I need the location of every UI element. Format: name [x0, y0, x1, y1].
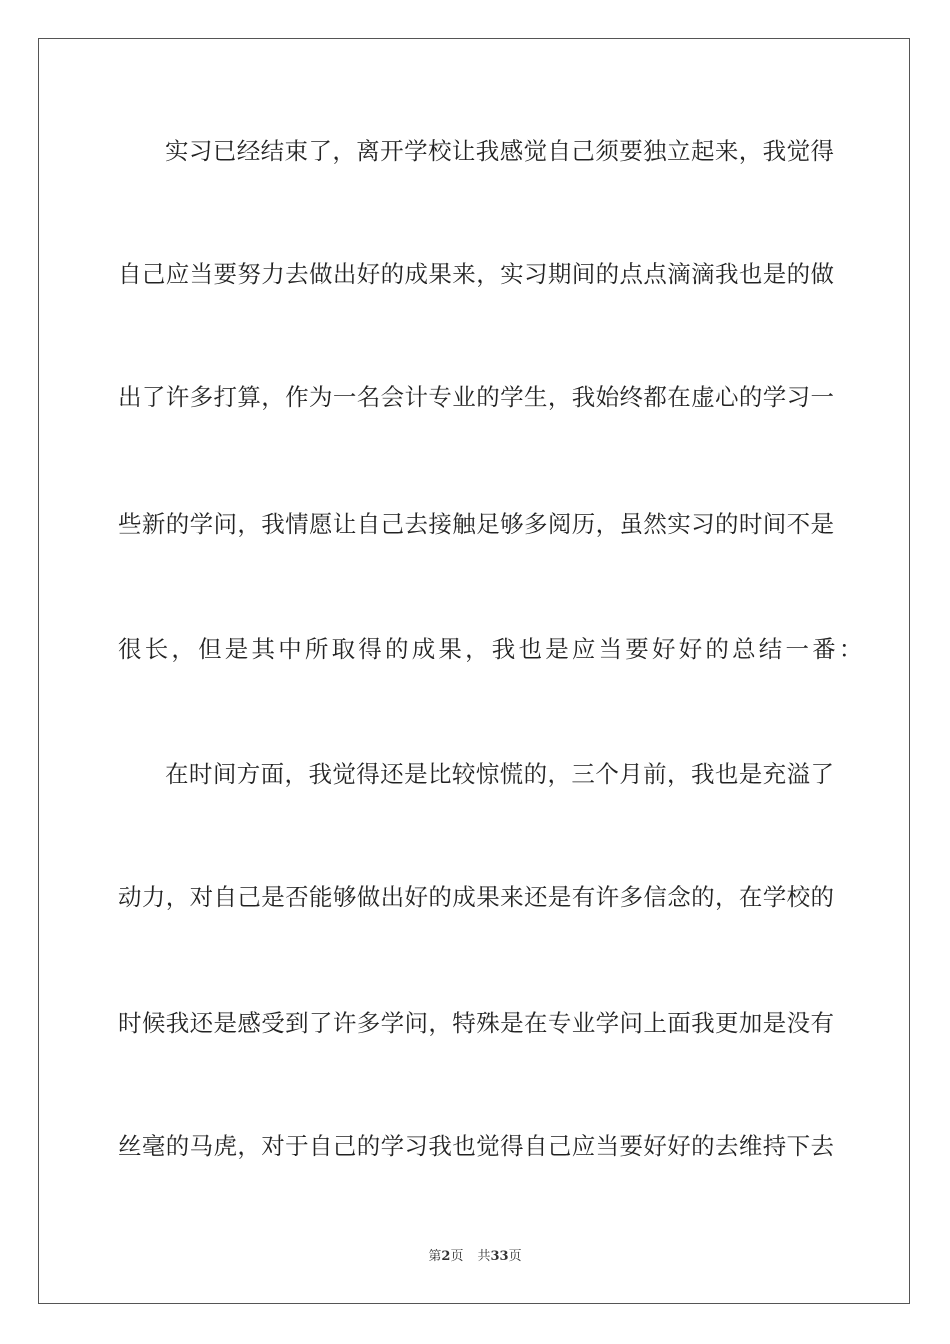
paragraph-2-line-3: 时候我还是感受到了许多学问，特殊是在专业学问上面我更加是没有 [118, 1009, 834, 1037]
paragraph-1-line-3: 出了许多打算，作为一名会计专业的学生，我始终都在虚心的学习一 [118, 383, 834, 411]
page-footer [0, 1248, 950, 1266]
paragraph-2-line-1: 在时间方面，我觉得还是比较惊慌的，三个月前，我也是充溢了 [165, 760, 834, 788]
total-prefix: 共 [477, 1249, 491, 1264]
page-number: 2 [441, 1249, 451, 1264]
paragraph-1-line-1: 实习已经结束了，离开学校让我感觉自己须要独立起来，我觉得 [165, 137, 834, 165]
page-border [38, 38, 910, 1304]
paragraph-2-line-4: 丝毫的马虎，对于自己的学习我也觉得自己应当要好好的去维持下去 [118, 1132, 834, 1160]
page-prefix: 第 [428, 1249, 442, 1264]
page-suffix: 页 [450, 1249, 464, 1264]
paragraph-1-line-5: 很长，但是其中所取得的成果，我也是应当要好好的总结一番： [118, 635, 866, 663]
total-pages: 33 [490, 1249, 509, 1264]
paragraph-1-line-2: 自己应当要努力去做出好的成果来，实习期间的点点滴滴我也是的做 [118, 260, 834, 288]
paragraph-2-line-2: 动力，对自己是否能够做出好的成果来还是有许多信念的，在学校的 [118, 883, 834, 911]
paragraph-1-line-4: 些新的学问，我情愿让自己去接触足够多阅历，虽然实习的时间不是 [118, 510, 834, 538]
total-suffix: 页 [508, 1249, 522, 1264]
